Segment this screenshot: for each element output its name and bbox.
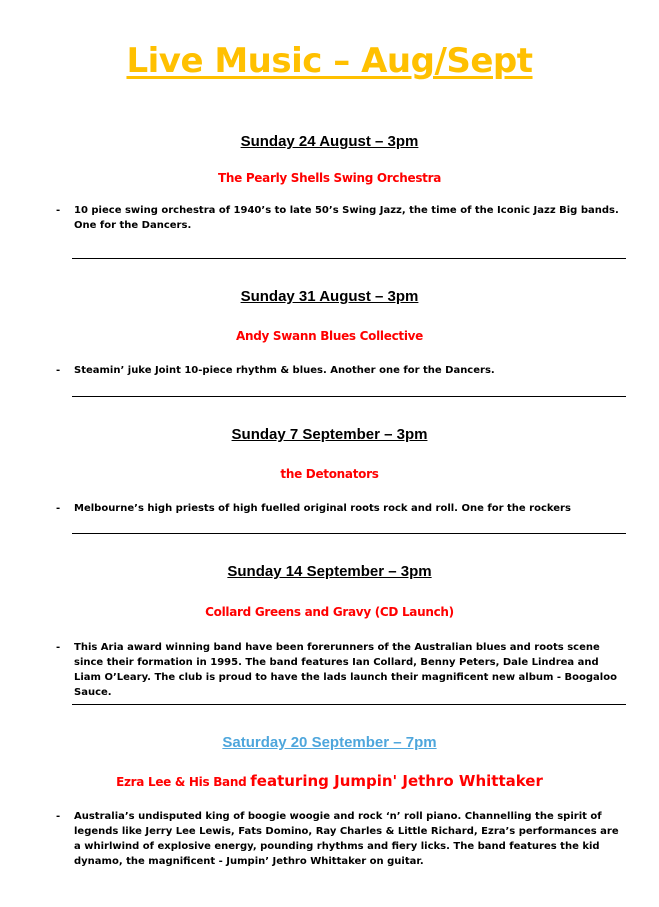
description-text: This Aria award winning band have been forerunners of the Australian blues and roots scene since their formation in 1995. The band features Ian Collard, Benny Peters, Dale Lindrea and Liam O’Leary. The club is proud to have the lads launch their magnificent new album - Boogaloo Sauce.: [74, 642, 617, 698]
event-date: Sunday 24 August – 3pm: [240, 133, 419, 150]
event-4: [0, 562, 659, 700]
band-name: the Detonators: [280, 467, 379, 481]
description-text: Melbourne’s high priests of high fuelled original roots rock and roll. One for the rockers: [74, 503, 571, 514]
divider: [72, 704, 626, 705]
bullet-dash: -: [56, 365, 61, 376]
event-description: [56, 203, 627, 233]
bullet-dash: -: [56, 205, 61, 216]
page-title: Live Music – Aug/Sept: [126, 41, 533, 81]
event-3: [0, 425, 659, 516]
event-date: Sunday 14 September – 3pm: [227, 563, 432, 580]
divider: [72, 258, 626, 259]
event-1: [0, 132, 659, 233]
band-name: [0, 764, 659, 799]
event-2: [0, 287, 659, 378]
description-text: Steamin’ juke Joint 10-piece rhythm & blues. Another one for the Dancers.: [74, 365, 495, 376]
description-text: 10 piece swing orchestra of 1940’s to late 50’s Swing Jazz, the time of the Iconic Jazz Big bands. One for the Dancers.: [74, 205, 619, 231]
bullet-dash: -: [56, 503, 61, 514]
event-description: [56, 809, 627, 869]
bullet-dash: -: [56, 642, 61, 653]
band-name-main: Ezra Lee & His Band: [116, 775, 247, 789]
divider: [72, 396, 626, 397]
band-name: Andy Swann Blues Collective: [235, 329, 423, 343]
band-name: The Pearly Shells Swing Orchestra: [217, 171, 442, 185]
event-description: [56, 363, 627, 378]
event-date: Saturday 20 September – 7pm: [222, 734, 437, 751]
event-date: Sunday 31 August – 3pm: [240, 288, 419, 305]
divider: [72, 533, 626, 534]
event-description: [56, 640, 627, 700]
event-description: [56, 501, 627, 516]
event-5: [0, 733, 659, 869]
band-featuring: featuring Jumpin' Jethro Whittaker: [250, 772, 543, 790]
description-text: Australia’s undisputed king of boogie woogie and rock ‘n’ roll piano. Channelling the spirit of legends like Jerry Lee Lewis, Fats Domino, Ray Charles & Little Richard, Ezra’s performances are a whirlwind of explosive energy, pounding rhythms and fiery licks. The band features the kid dynamo, the magnificent - Jumpin’ Jethro Whittaker on guitar.: [74, 811, 619, 867]
event-date: Sunday 7 September – 3pm: [231, 426, 428, 443]
band-name: Collard Greens and Gravy (CD Launch): [205, 605, 454, 619]
bullet-dash: -: [56, 811, 61, 822]
